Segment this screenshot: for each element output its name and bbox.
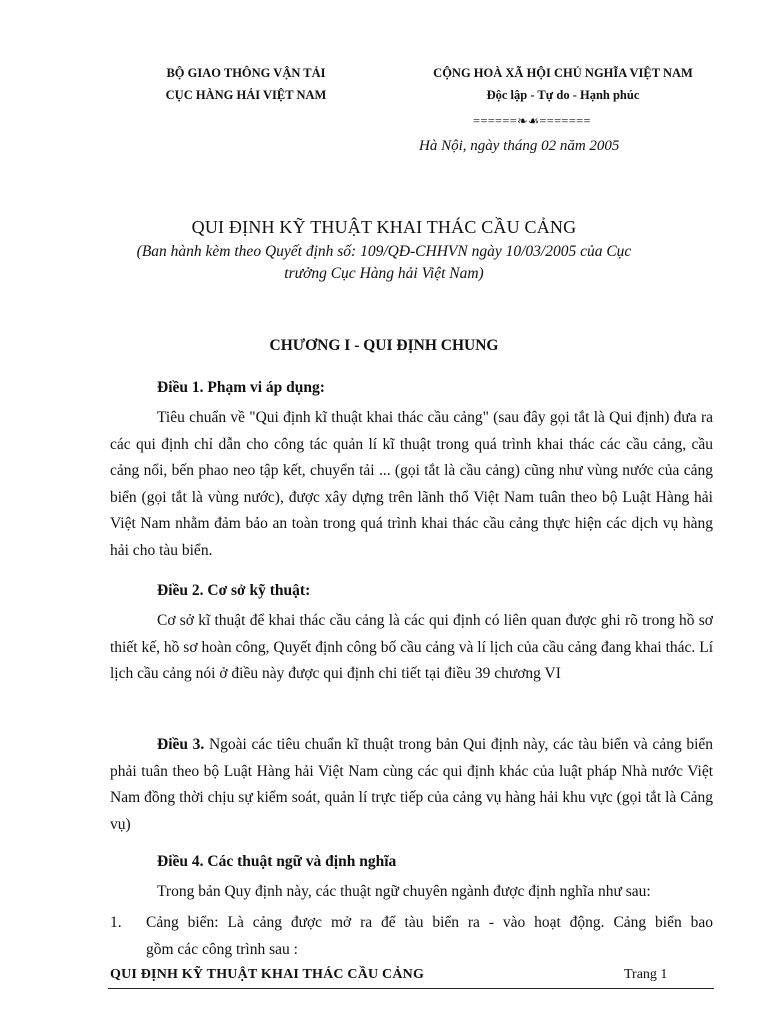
list-item-line2: gồm các công trình sau :: [146, 941, 298, 958]
article-3-paragraph: [110, 732, 713, 838]
issue-date-line: Hà Nội, ngày tháng 02 năm 2005: [419, 138, 620, 154]
footer-page-number: Trang 1: [624, 967, 668, 982]
document-title: QUI ĐỊNH KỸ THUẬT KHAI THÁC CẦU CẢNG: [191, 217, 577, 237]
article-3-heading: Điều 3.: [157, 736, 205, 753]
article-2-body: Cơ sở kĩ thuật để khai thác cầu cảng là các qui định có liên quan được ghi rõ trong hồ sơ thiết kế, hồ sơ hoàn công, Quyết định công bố cầu cảng và lí lịch của cầu cảng đang khai thác. Lí lịch cầu cảng nói ở điều này được qui định chi tiết tại điều 39 chương VI: [110, 612, 713, 683]
agency-name-department: CỤC HÀNG HẢI VIỆT NAM: [165, 88, 327, 102]
footer-rule: [108, 988, 714, 989]
national-motto: Độc lập - Tự do - Hạnh phúc: [486, 88, 640, 102]
article-1-heading: Điều 1. Phạm vi áp dụng:: [157, 379, 325, 396]
footer-document-title: QUI ĐỊNH KỸ THUẬT KHAI THÁC CẦU CẢNG: [110, 967, 425, 982]
article-4-body: Trong bản Quy định này, các thuật ngữ chuyên ngành được định nghĩa như sau:: [157, 883, 651, 900]
list-item-line1: Cảng biển: Là cảng được mở ra để tàu biển ra - vào hoạt động. Cảng biển bao: [146, 914, 713, 931]
agency-name-ministry: BỘ GIAO THÔNG VẬN TẢI: [166, 66, 326, 80]
national-title: CỘNG HOÀ XÃ HỘI CHỦ NGHĨA VIỆT NAM: [433, 66, 693, 80]
ornament-divider: ======❧☙=======: [473, 114, 591, 128]
article-1-body: Tiêu chuẩn về "Qui định kĩ thuật khai thác cầu cảng" (sau đây gọi tắt là Qui định) đưa ra các qui định chỉ dẫn cho công tác quản lí kĩ thuật trong quá trình khai thác các cầu cảng, cầu cảng nổi, bến phao neo tập kết, chuyển tải ... (gọi tắt là cầu cảng) cũng như vùng nước của cảng biển (gọi tắt là vùng nước), được xây dựng trên lãnh thổ Việt Nam tuân theo bộ Luật Hàng hải Việt Nam nhằm đảm bảo an toàn trong quá trình khai thác cầu cảng thực hiện các dịch vụ hàng hải cho tàu biển.: [110, 409, 713, 559]
document-subtitle-line1: (Ban hành kèm theo Quyết định số: 109/QĐ-CHHVN ngày 10/03/2005 của Cục: [136, 243, 632, 260]
chapter-heading: CHƯƠNG I - QUI ĐỊNH CHUNG: [269, 337, 499, 354]
article-2-heading: Điều 2. Cơ sở kỹ thuật:: [157, 582, 311, 599]
article-3-body: Ngoài các tiêu chuẩn kĩ thuật trong bản Qui định này, các tàu biển và cảng biển phải tuân theo bộ Luật Hàng hải Việt Nam cùng các qui định khác của luật pháp Nhà nước Việt Nam đồng thời chịu sự kiểm soát, quản lí trực tiếp của cảng vụ hàng hải khu vực (gọi tắt là Cảng vụ): [110, 736, 714, 833]
article-4-heading: Điều 4. Các thuật ngữ và định nghĩa: [157, 853, 397, 870]
document-subtitle-line2: trưởng Cục Hàng hải Việt Nam): [284, 265, 484, 282]
list-item-number: 1.: [110, 914, 122, 931]
